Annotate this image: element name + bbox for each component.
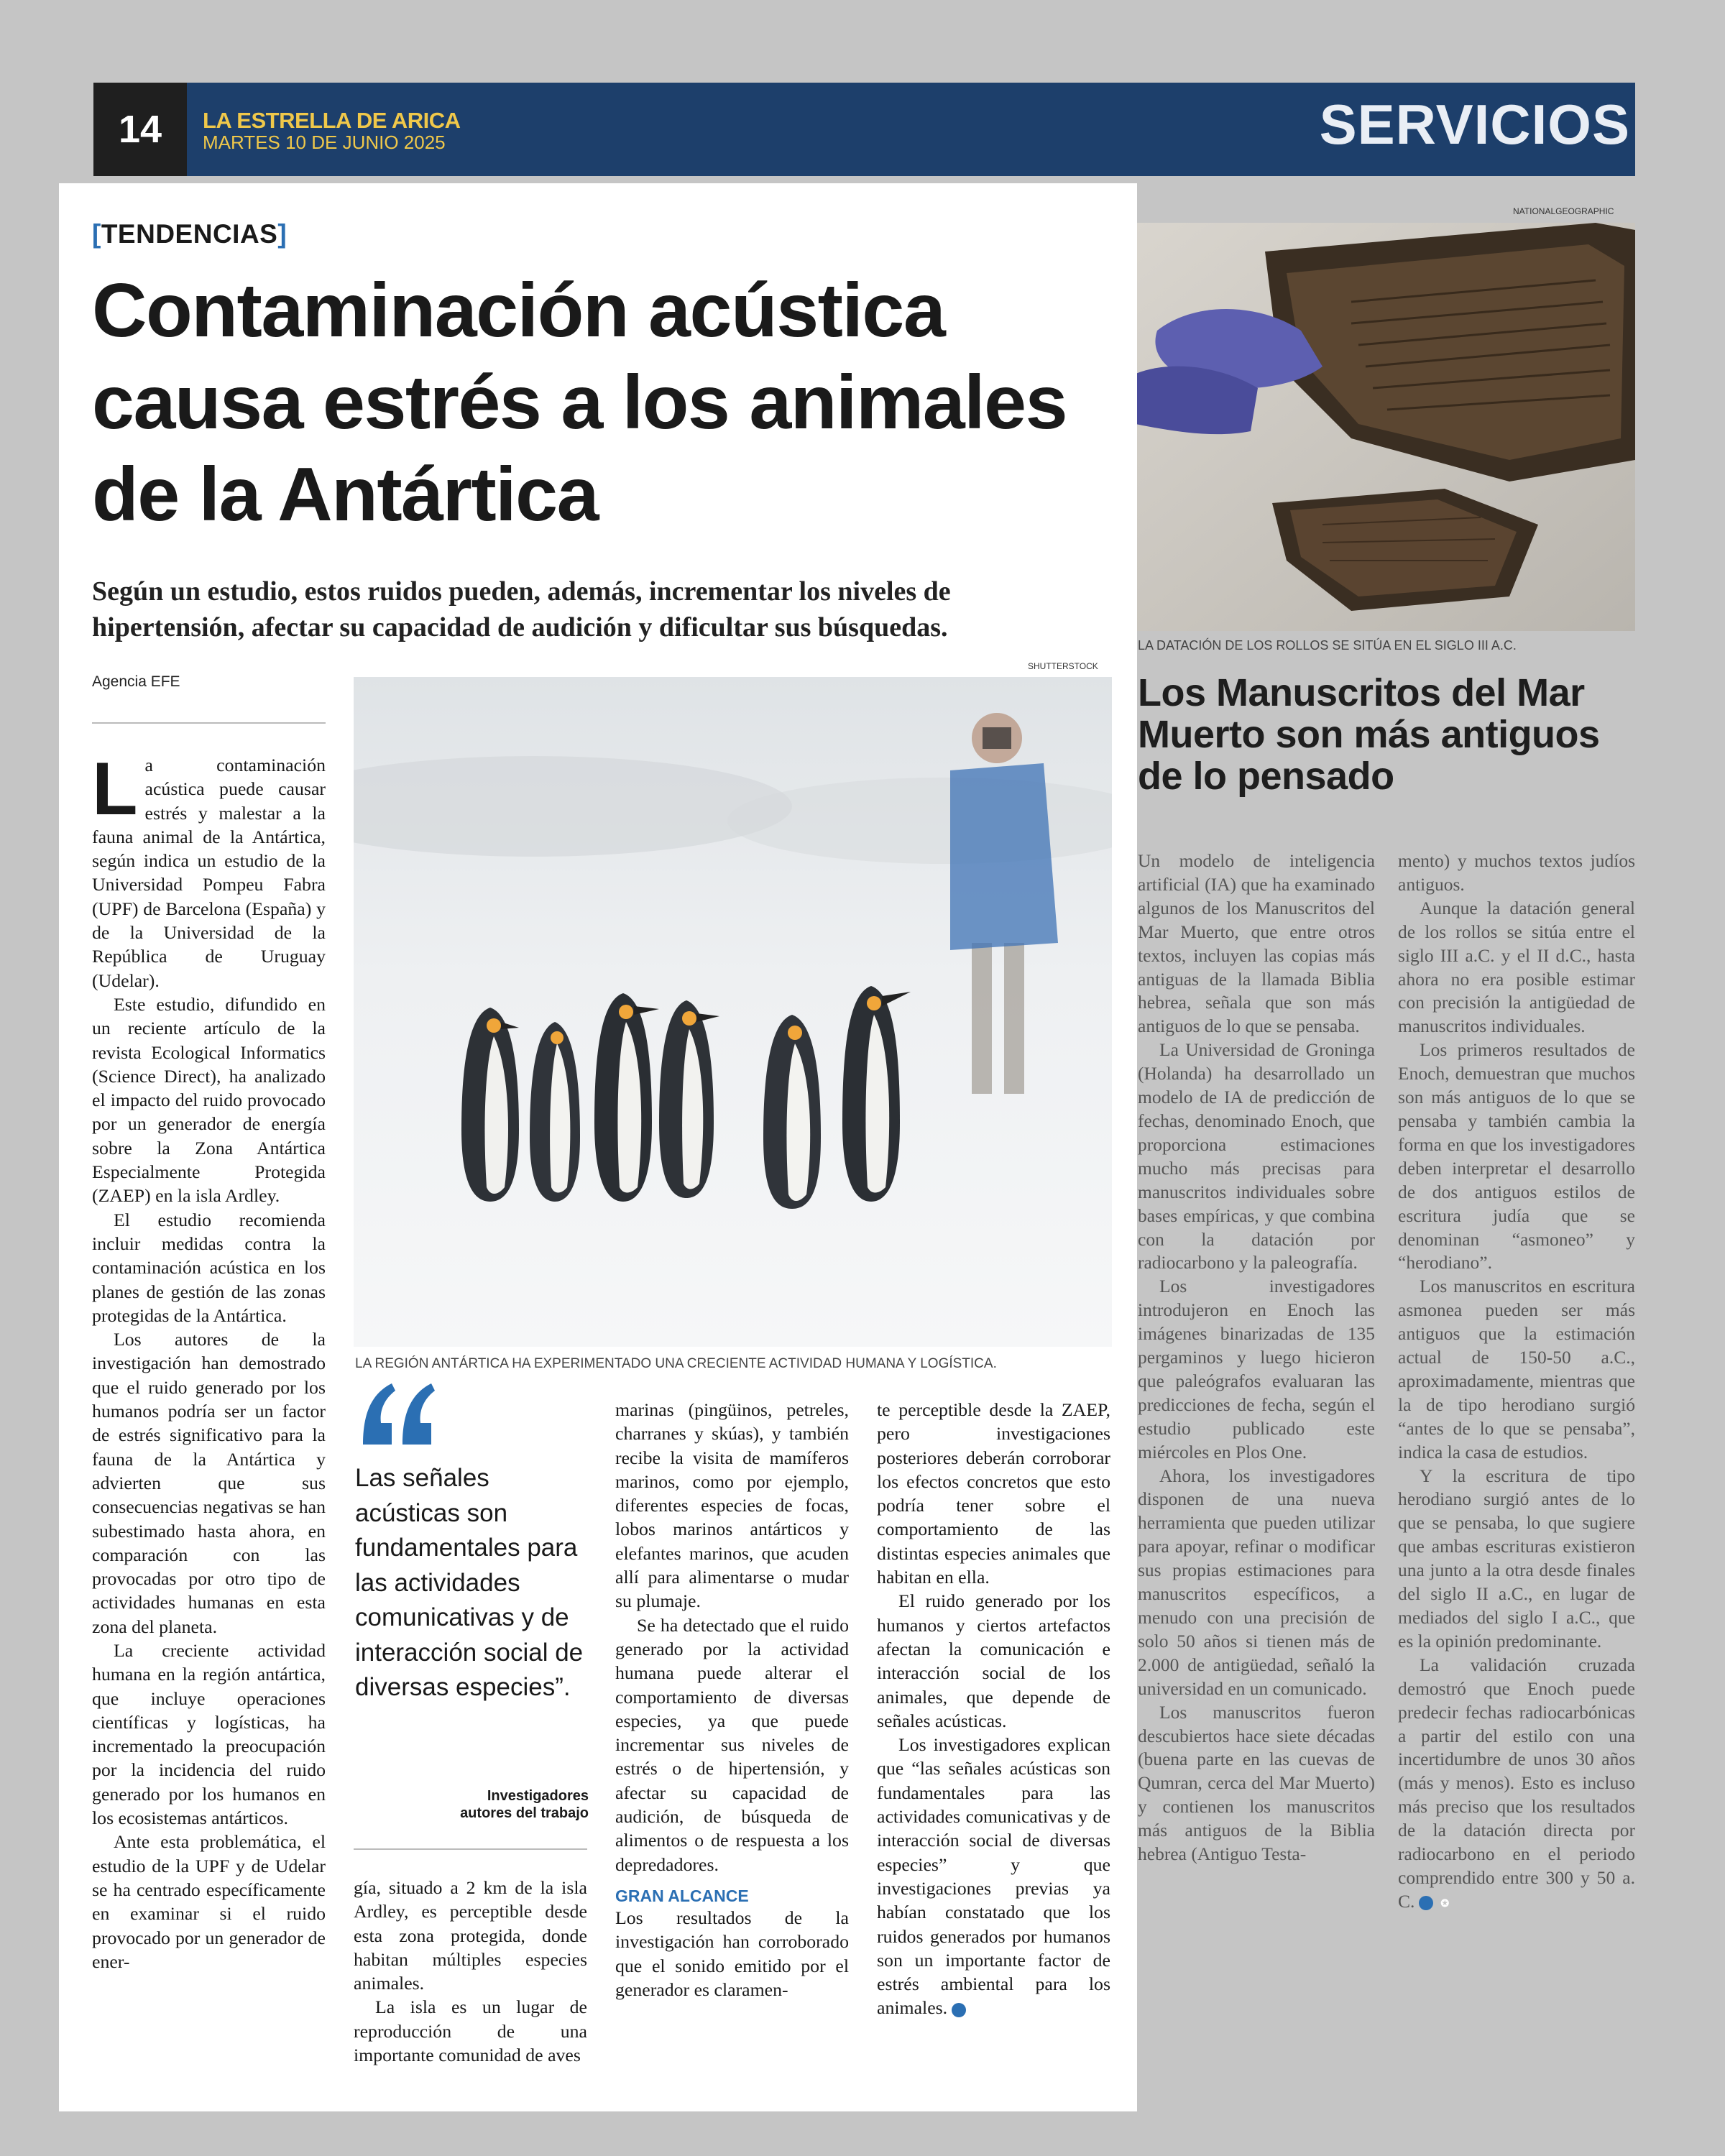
kicker-label: [TENDENCIAS] [92,219,288,249]
paragraph: Un modelo de inteligencia artificial (IA) que ha examinado algunos de los Manuscritos del Mar Muerto, que entre otros textos, incluyen las copias más antiguas de la llamada Biblia hebrea, señala que son más antiguos de lo que se pensaba. [1138,850,1375,1037]
pull-quote: Las señales acústicas son fundamentales para las actividades comunicativas y de interacción social de diversas especies”. [355,1464,584,1701]
paragraph: El estudio recomienda incluir medidas contra la contaminación acústica en los planes de gestión de las zonas protegidas de la Antártica. [92,1209,326,1326]
article-column-2 [354,1876,587,2067]
paragraph: Ante esta problemática, el estudio de la UPF y de Udelar se ha centrado específicamente en examinar si el ruido provocado por un generador de ener- [92,1831,326,1972]
paragraph: Los autores de la investigación han demostrado que el ruido generado por los humanos podría ser un factor de estrés significativo para la fauna de la Antártica y advierten que sus consecuencias negativas se han subestimado hasta ahora, en comparación con las provocadas por otro tipo de actividades humanas en esta zona del planeta. [92,1329,326,1637]
section-title: SERVICIOS [1319,93,1630,156]
paragraph: El ruido generado por los humanos y ciertos artefactos afectan la comunicación e interacción social de los animales, que depende de señales acústicas. [877,1590,1110,1731]
paragraph: Los manuscritos fueron descubiertos hace siete décadas (buena parte en las cuevas de Qumran, cerca del Mar Muerto) y contienen los manuscritos más antiguos de la Biblia hebrea (Antiguo Testa- [1138,1701,1375,1865]
end-of-article-icon: ✪ [1419,1896,1433,1910]
paragraph: te perceptible desde la ZAEP, pero investigaciones posteriores deberán corroborar los efectos concretos que esto podría tener sobre el comportamiento de las distintas especies animales que habitan en ella. [877,1399,1110,1588]
paragraph: Los manuscritos en escritura asmonea pueden ser más antiguos que la estimación actual de 150-50 a.C., aproximadamente, mientras que la de tipo herodiano surgió “antes de lo que se pensaba”, indica la casa de estudios. [1398,1276,1635,1462]
byline: Agencia EFE [92,673,180,690]
divider [92,722,326,724]
article-column-3 [615,1398,849,2001]
paragraph: Los primeros resultados de Enoch, demuestran que muchos son más antiguos de lo que se pensaba y también cambia la forma en que los investigadores deben interpretar el desarrollo de dos antiguos estilos de escritura judía que se denominan “asmoneo” y “herodiano”. [1398,1039,1635,1273]
photo-credit: SHUTTERSTOCK [1028,661,1098,671]
paragraph: Este estudio, difundido en un reciente artículo de la revista Ecological Informatics (Science Direct), ha analizado el impacto del ruido provocado por un generador de energía sobre la Zona Antártica Especialmente Protegida (ZAEP) en la isla Ardley. [92,993,326,1207]
main-headline: Contaminación acústica causa estrés a los animales de la Antártica [92,268,1067,537]
side-photo-caption: LA DATACIÓN DE LOS ROLLOS SE SITÚA EN EL SIGLO III A.C. [1138,638,1517,653]
paragraph [1398,1654,1635,1914]
paragraph: gía, situado a 2 km de la isla Ardley, es perceptible desde esta zona protegida, donde habitan múltiples especies animales. [354,1877,587,1994]
paragraph-text: La validación cruzada demostró que Enoch puede predecir fechas radiocarbónicas a partir del estilo con una incertidumbre de unos 30 años (más y menos). Esto es incluso más preciso que los resultados de la datación directa por radiocarbono en el periodo comprendido entre 300 y 50 a. C. [1398,1654,1635,1912]
paragraph: Aunque la datación general de los rollos se sitúa entre el siglo III a.C. y el II d.C., hasta ahora no era posible estimar con precisión la antigüedad de manuscritos individuales. [1398,897,1635,1037]
paragraph: La Universidad de Groninga (Holanda) ha desarrollado un modelo de IA de predicción de fechas, denominado Enoch, que proporciona estimaciones mucho más precisas para manuscritos individuales sobre bases empíricas, y que combina con la datación por radiocarbono y la paleografía. [1138,1039,1375,1273]
side-column-2 [1398,849,1635,1914]
article-deck: Según un estudio, estos ruidos pueden, además, incrementar los niveles de hipertensión, afectar su capacidad de audición y dificultar sus búsquedas. [92,576,951,642]
end-of-article-icon: ✪ [952,2003,966,2017]
paragraph-text: a contaminación acústica puede causar estrés y malestar a la fauna animal de la Antártica, según indica un estudio de la Universidad Pompeu Fabra (UPF) de Barcelona (España) y de la Universidad de la República de Uruguay (Udelar). [92,755,326,991]
newspaper-name: LA ESTRELLA DE ARICA [203,108,461,133]
paragraph: marinas (pingüinos, petreles, charranes y skúas), y también recibe la visita de mamíferos marinos, como por ejemplo, diferentes especies de focas, lobos marinos antárticos y elefantes marinos, que acuden allí para alimentarse o mudar su plumaje. [615,1399,849,1612]
kicker-text: TENDENCIAS [101,219,278,249]
paragraph [92,747,326,992]
penguins-photo [354,677,1112,1347]
paragraph: Se ha detectado que el ruido generado por la actividad humana puede alterar el comportamiento de diversas especies, ya que puede incrementar sus niveles de estrés o de hipertensión, y afectar su capacidad de audición, de búsqueda de alimentos o de respuesta a los depredadores. [615,1614,849,1875]
drop-cap: L [92,747,138,831]
page-number: 14 [93,83,187,176]
paragraph: La isla es un lugar de reproducción de una importante comunidad de aves [354,1996,587,2066]
paragraph: Los resultados de la investigación han corroborado que el sonido emitido por el generador es claramen- [615,1907,849,2000]
paragraph: La creciente actividad humana en la región antártica, que incluye operaciones científicas y logísticas, ha incrementado la preocupación por la incidencia del ruido generado por los humanos en los ecosistemas antárticos. [92,1639,326,1829]
paragraph [877,1733,1110,2020]
side-headline: Los Manuscritos del Mar Muerto son más antiguos de lo pensado [1138,671,1600,798]
edition-date: MARTES 10 DE JUNIO 2025 [203,132,446,153]
paragraph: mento) y muchos textos judíos antiguos. [1398,850,1635,895]
paragraph: Los investigadores introdujeron en Enoch las imágenes binarizadas de 135 pergaminos y luego hicieron que paleógrafos evaluaran las predicciones de fecha, según el estudio publicado este miércoles en Plos One. [1138,1276,1375,1462]
quote-source-line: Investigadores [487,1788,589,1804]
article-column-1 [92,747,326,1973]
divider [354,1848,587,1850]
quote-mark-icon [356,1380,442,1452]
subheading: GRAN ALCANCE [615,1886,749,1905]
side-column-1 [1138,849,1375,1866]
dead-sea-scroll-photo [1136,223,1635,631]
paragraph: Y la escritura de tipo herodiano surgió antes de lo que se pensaba, lo que sugiere que ambas escrituras existieron una junto a la otra desde finales del siglo II a.C., en lugar de mediados del siglo I a.C., que es la opinión predominante. [1398,1465,1635,1651]
side-photo-credit: NATIONALGEOGRAPHIC [1513,206,1614,216]
article-column-4 [877,1398,1110,2020]
paragraph: Ahora, los investigadores disponen de una nueva herramienta que pueden utilizar para apoyar, refinar o modificar sus propias estimaciones para manuscritos específicos, a menudo con una precisión de solo 50 años si tienen más de 2.000 de antigüedad, señaló la universidad en un comunicado. [1138,1465,1375,1699]
quote-attribution [355,1787,589,1822]
quote-source-line: autores del trabajo [460,1805,589,1821]
photo-caption: LA REGIÓN ANTÁRTICA HA EXPERIMENTADO UNA CRECIENTE ACTIVIDAD HUMANA Y LOGÍSTICA. [355,1356,997,1371]
paragraph-text: Los investigadores explican que “las señales acústicas son fundamentales para las actividades comunicativas y de interacción social de diversas especies” y que investigaciones previas ya habían constatado que los ruidos generados por humanos son un importante factor de estrés ambiental para los animales. [877,1734,1110,2019]
